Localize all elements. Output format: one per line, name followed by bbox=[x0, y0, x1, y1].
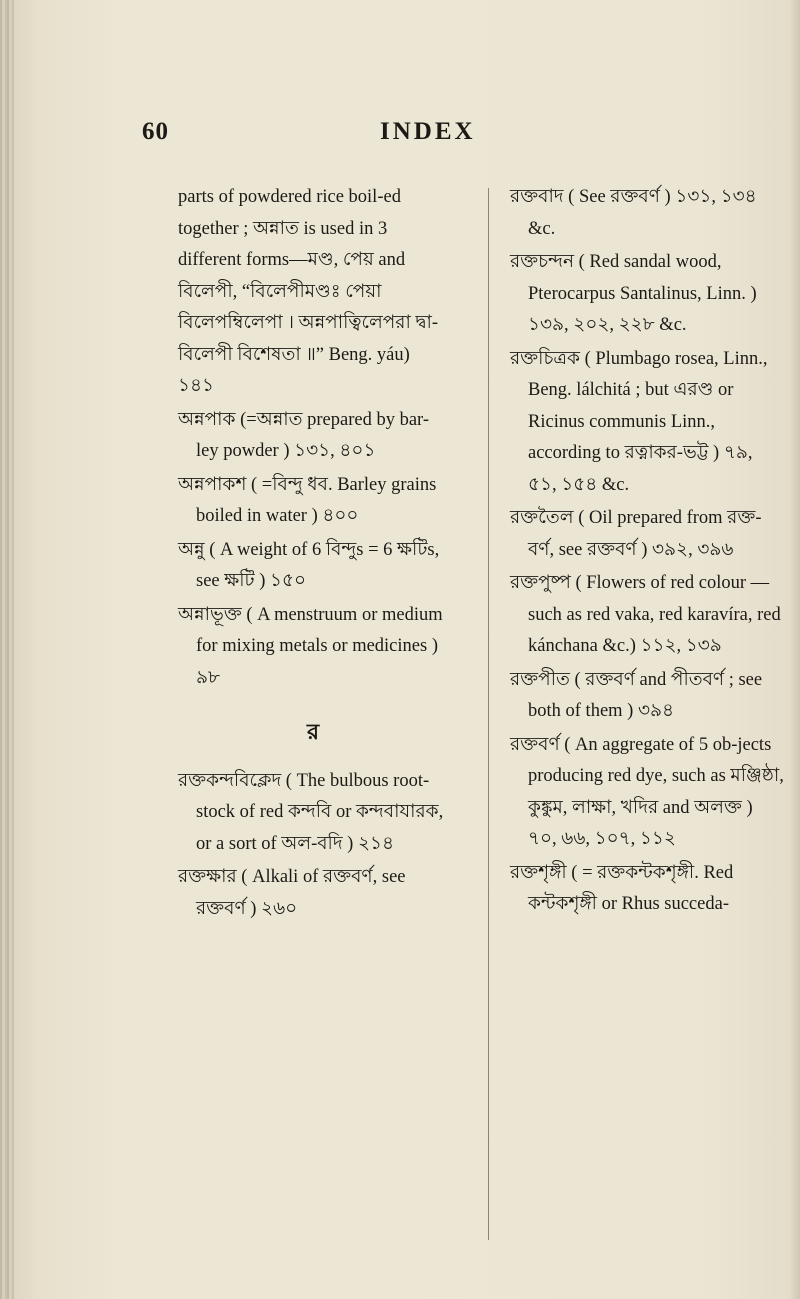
index-entry: অন্নপাক (=অন্নাত prepared by bar-ley powder ) ১৩১, ৪০১ bbox=[178, 409, 429, 461]
page-title: INDEX bbox=[380, 118, 476, 145]
index-entry: রক্তশৃঙ্গী ( = রক্তকন্টকশৃঙ্গী. Red কন্টকশৃঙ্গী or Rhus succeda- bbox=[510, 862, 734, 914]
index-entry: রক্তচিত্রক ( Plumbago rosea, Linn., Beng. lálchitá ; but এরণ্ড or Ricinus communis Linn., according to রত্নাকর-ভট্ট ) ৭৯, ৫১, ১৫৪ &c. bbox=[510, 348, 768, 495]
index-entry: অন্নপাকশ ( =বিন্দু ধব. Barley grains boiled in water ) ৪০০ bbox=[178, 474, 437, 526]
column-divider bbox=[488, 188, 489, 1240]
index-entry: রক্ততৈল ( Oil prepared from রক্ত-বর্ণ, see রক্তবর্ণ ) ৩৯২, ৩৯৬ bbox=[510, 508, 762, 560]
left-column bbox=[178, 182, 448, 925]
index-entry: রক্তপুষ্প ( Flowers of red colour —such as red vaka, red karavíra, red kánchana &c.) ১১২, ১৩৯ bbox=[510, 573, 781, 656]
page-edge bbox=[790, 0, 800, 1299]
right-column bbox=[510, 182, 785, 921]
index-entry: parts of powdered rice boil-ed together ; অন্নাত is used in 3 different forms—মণ্ড, পেয় and বিলেপী, “বিলেপীমণ্ডঃ পেয়া বিলেপম্বিলেপা । অন্নপাত্বিলেপরা দ্বা-বিলেপী বিশেষতা ॥” Beng. yáu) ১৪১ bbox=[178, 187, 438, 396]
index-entry: রক্তপীত ( রক্তবর্ণ and পীতবর্ণ ; see both of them ) ৩৯৪ bbox=[510, 669, 763, 721]
running-head bbox=[0, 118, 800, 158]
index-entry: রক্তবাদ ( See রক্তবর্ণ ) ১৩১, ১৩৪ &c. bbox=[510, 187, 757, 239]
index-entry: অন্নু ( A weight of 6 বিন্দুs = 6 ক্ষটিs, see ক্ষটি ) ১৫০ bbox=[178, 539, 440, 591]
index-entry: রক্তবর্ণ ( An aggregate of 5 ob-jects producing red dye, such as মঞ্জিষ্ঠা, কুঙ্কুম, লাক্ষা, খদির and অলক্ত ) ৭০, ৬৬, ১০৭, ১১২ bbox=[510, 734, 784, 849]
page-number: 60 bbox=[142, 118, 169, 145]
binding-edge bbox=[0, 0, 14, 1299]
index-entry: রক্তক্ষার ( Alkali of রক্তবর্ণ, see রক্তবর্ণ ) ২৬০ bbox=[178, 867, 406, 919]
section-letter: র bbox=[306, 719, 320, 744]
index-entry: রক্তচন্দন ( Red sandal wood, Pterocarpus Santalinus, Linn. ) ১৩৯, ২০২, ২২৮ &c. bbox=[510, 252, 757, 335]
index-entry: অন্নাভূক্ত ( A menstruum or medium for mixing metals or medicines ) ৯৮ bbox=[178, 604, 443, 688]
index-entry: রক্তকন্দবিক্লেদ ( The bulbous root-stock of red কন্দবি or কন্দবাযারক, or a sort of অল-বদি ) ২১৪ bbox=[178, 770, 444, 854]
